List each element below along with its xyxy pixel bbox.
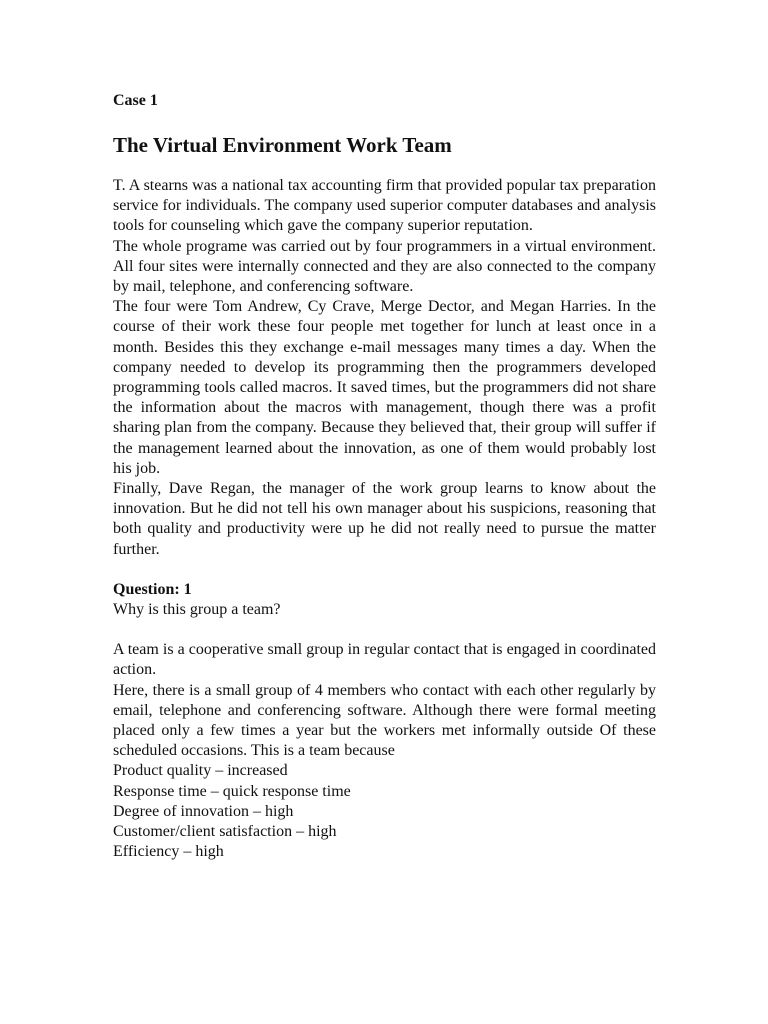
case-label: Case 1 [113,92,158,109]
case-description [113,176,656,560]
question-heading: Question: 1 [113,580,192,598]
case-paragraph: The four were Tom Andrew, Cy Crave, Merge Dector, and Megan Harries. In the course of their work these four people met together for lunch at least once in a month. Besides this they exchange e-mail messages many times a day. When the company needed to develop its programming then the programmers developed programming tools called macros. It saved times, but the programmers did not share the information about the macros with management, though there was a profit sharing plan from the company. Because they believed that, their group will suffer if the management learned about the innovation, as one of them would probably lost his job. [113,298,656,477]
case-title: The Virtual Environment Work Team [113,133,452,157]
document-page [113,91,656,863]
answer-paragraph: A team is a cooperative small group in regular contact that is engaged in coordinated action. [113,641,656,679]
spacer [113,620,656,640]
case-paragraph: The whole programe was carried out by four programmers in a virtual environment. All four sites were internally connected and they are also connected to the company by mail, telephone, and conferencing software. [113,237,656,296]
list-item: Degree of innovation – high [113,802,294,820]
list-item: Customer/client satisfaction – high [113,823,337,841]
case-paragraph: T. A stearns was a national tax accounting firm that provided popular tax preparation service for individuals. The company used superior computer databases and analysis tools for counseling which gave the company superior reputation. [113,177,656,235]
list-item: Product quality – increased [113,762,288,780]
list-item: Response time – quick response time [113,782,351,800]
answer-paragraph: Here, there is a small group of 4 members who contact with each other regularly by email, telephone and conferencing software. Although there were formal meeting placed only a few times a year but the workers met informally outside Of these scheduled occasions. This is a team because [113,681,656,760]
case-paragraph: Finally, Dave Regan, the manager of the work group learns to know about the innovation. But he did not tell his own manager about his suspicions, reasoning that both quality and productivity were up he did not really need to pursue the matter further. [113,480,656,558]
list-item: Efficiency – high [113,843,224,861]
answer-block [113,640,656,862]
question-text: Why is this group a team? [113,601,281,619]
